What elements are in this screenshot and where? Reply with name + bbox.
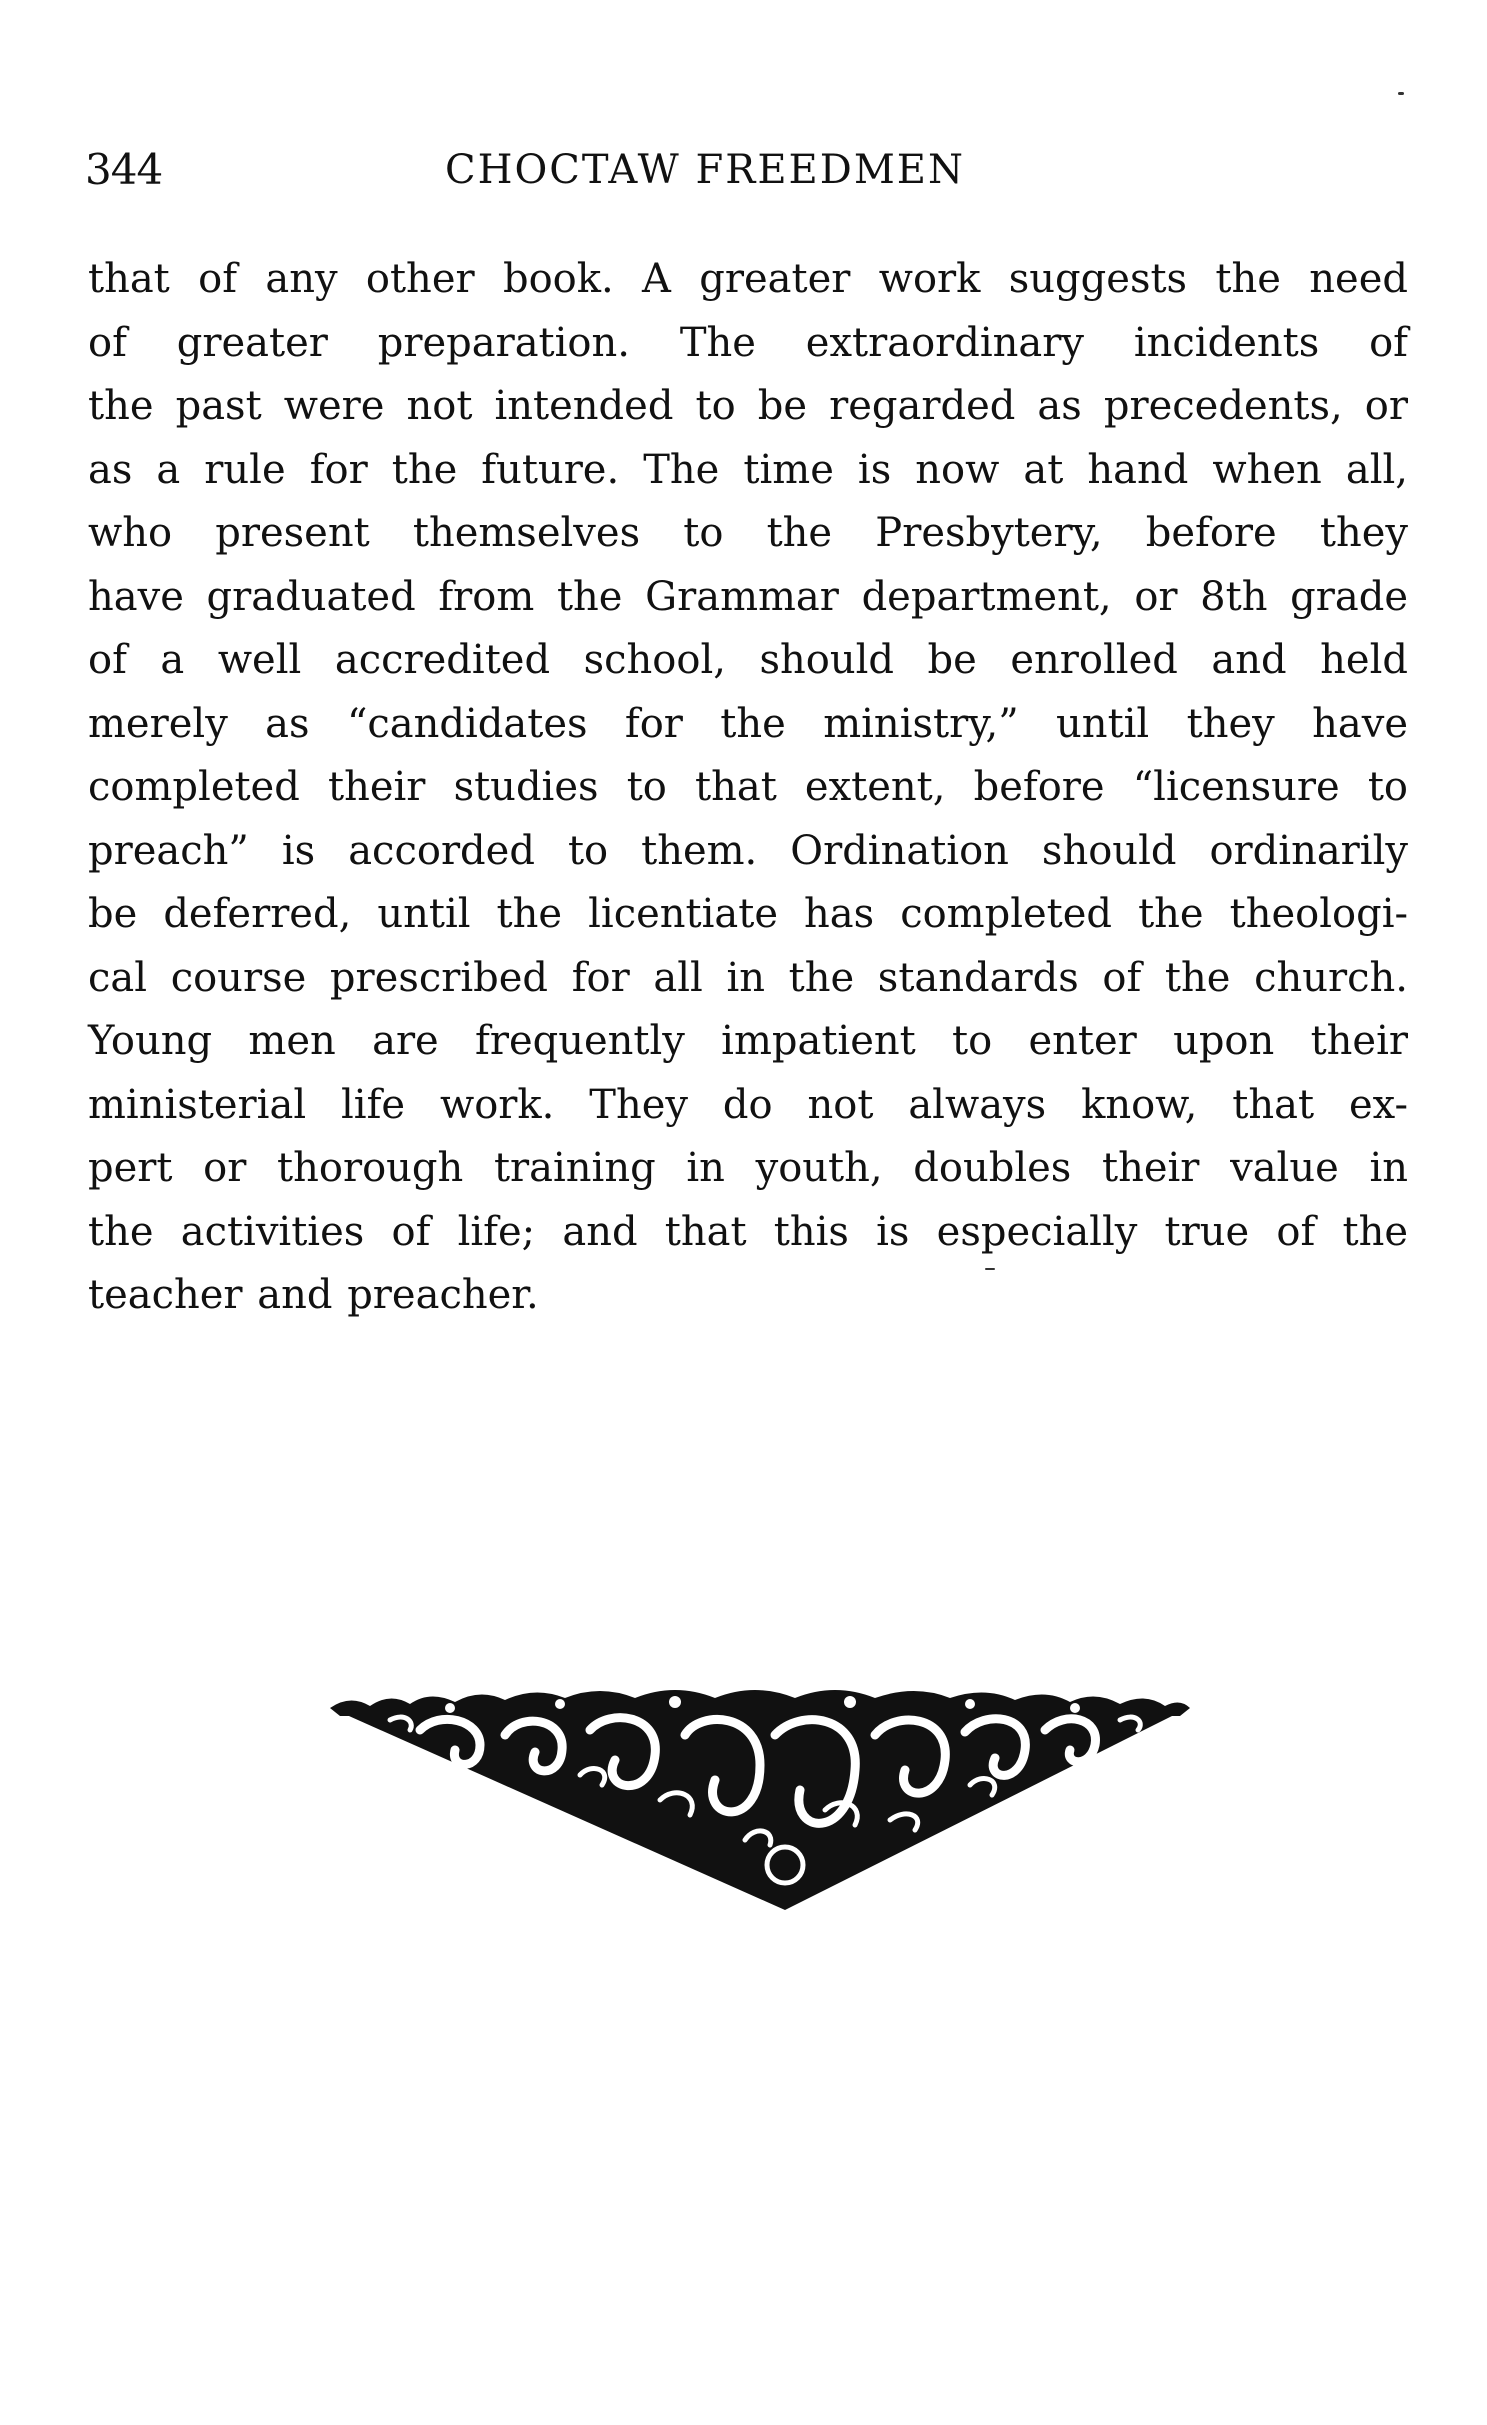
page-number: 344 xyxy=(85,145,163,194)
page-header xyxy=(85,140,1405,200)
text-line: pert or thorough training in youth, doubles their value in xyxy=(88,1145,1408,1191)
text-line: as a rule for the future. The time is now at hand when all, xyxy=(88,446,1408,493)
text-line: preach” is accorded to them. Ordination should ordinarily xyxy=(88,827,1408,874)
print-speck xyxy=(985,1268,995,1270)
text-line: teacher and preacher. xyxy=(88,1272,539,1318)
body-paragraph xyxy=(88,248,1408,1328)
text-line: the activities of life; and that this is especially true of the xyxy=(88,1208,1408,1255)
text-line: of greater preparation. The extraordinary incidents of xyxy=(88,319,1408,366)
text-line: of a well accredited school, should be enrolled and held xyxy=(88,637,1408,683)
text-line: that of any other book. A greater work suggests the need xyxy=(88,256,1408,302)
text-line: cal course prescribed for all in the standards of the church. xyxy=(88,954,1408,1001)
text-line: be deferred, until the licentiate has completed the theologi- xyxy=(88,891,1408,937)
print-speck xyxy=(1398,92,1404,95)
text-line: merely as “candidates for the ministry,” until they have xyxy=(88,700,1408,747)
text-line: the past were not intended to be regarded as precedents, or xyxy=(88,383,1408,429)
decorative-tailpiece-icon xyxy=(330,1690,1190,1920)
text-line: have graduated from the Grammar department, or 8th grade xyxy=(88,573,1408,620)
text-line: ministerial life work. They do not always know, that ex- xyxy=(88,1081,1408,1128)
text-line: completed their studies to that extent, before “licensure to xyxy=(88,764,1408,810)
text-line: Young men are frequently impatient to enter upon their xyxy=(88,1018,1408,1064)
text-line: who present themselves to the Presbytery, before they xyxy=(88,510,1408,556)
running-title: CHOCTAW FREEDMEN xyxy=(445,147,965,193)
